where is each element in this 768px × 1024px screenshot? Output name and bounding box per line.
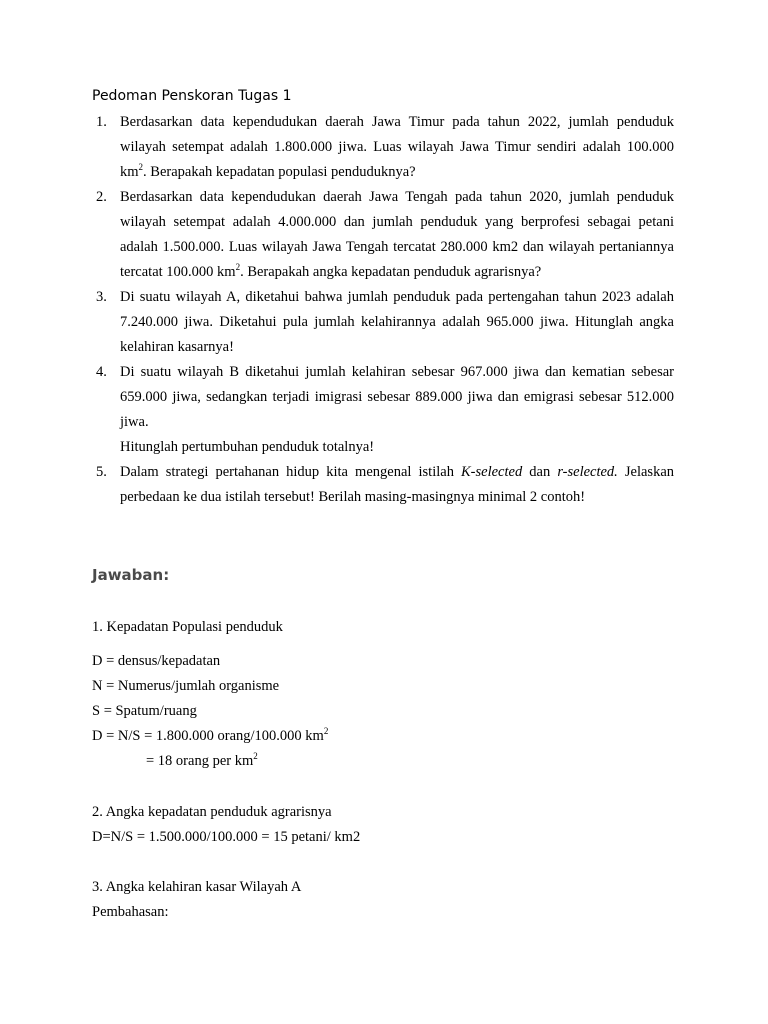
answer-2-formula: D=N/S = 1.500.000/100.000 = 15 petani/ km2 bbox=[92, 829, 361, 845]
question-number: 2. bbox=[96, 189, 107, 205]
question-number: 4. bbox=[96, 364, 107, 380]
question-item bbox=[92, 360, 674, 460]
question-instruction: Hitunglah pertumbuhan penduduk totalnya! bbox=[120, 439, 375, 455]
definition-s: S = Spatum/ruang bbox=[92, 703, 197, 719]
question-item bbox=[92, 285, 674, 360]
question-text: Di suatu wilayah A, diketahui bahwa jumlah penduduk pada pertengahan tahun 2023 adalah 7.240.000 jiwa. Diketahui pula jumlah kelahirannya adalah 965.000 jiwa. Hitunglah angka kelahiran kasarnya! bbox=[120, 289, 674, 355]
definition-n: N = Numerus/jumlah organisme bbox=[92, 678, 280, 694]
answer-3-discussion-label: Pembahasan: bbox=[92, 904, 169, 920]
question-text: Berdasarkan data kependudukan daerah Jawa Tengah pada tahun 2020, jumlah penduduk wilayah setempat adalah 4.000.000 dan jumlah penduduk yang berprofesi sebagai petani adalah 1.500.000. Luas wilayah Jawa Tengah tercatat 280.000 km2 dan wilayah pertaniannya tercatat 100.000 $km^2$. Berapakah angka kepadatan penduduk agrarisnya? bbox=[120, 189, 674, 280]
question-text: Dalam strategi pertahanan hidup kita mengenal istilah K-selected dan r-selected. Jelaskan perbedaan ke dua istilah tersebut! Berilah masing-masingnya minimal 2 contoh! bbox=[120, 464, 675, 505]
answer-1-result: = 18 orang per $km^2$ bbox=[146, 751, 258, 769]
question-item bbox=[92, 460, 674, 510]
definition-d: D = densus/kepadatan bbox=[92, 653, 221, 669]
answers-heading: Jawaban: bbox=[92, 566, 170, 584]
question-list bbox=[92, 110, 674, 510]
document-heading: Pedoman Penskoran Tugas 1 bbox=[92, 88, 292, 104]
question-item bbox=[92, 185, 674, 285]
question-item bbox=[92, 110, 674, 185]
answer-2-title: 2. Angka kepadatan penduduk agrarisnya bbox=[92, 804, 332, 820]
question-number: 1. bbox=[96, 114, 107, 130]
answer-1-formula: D = N/S = 1.800.000 orang/100.000 $km^2$ bbox=[92, 726, 329, 744]
question-number: 5. bbox=[96, 464, 107, 480]
answer-1-title: 1. Kepadatan Populasi penduduk bbox=[92, 619, 283, 635]
question-text: Di suatu wilayah B diketahui jumlah kelahiran sebesar 967.000 jiwa dan kematian sebesar 659.000 jiwa, sedangkan terjadi imigrasi sebesar 889.000 jiwa dan emigrasi sebesar 512.000 jiwa. bbox=[120, 364, 674, 430]
question-number: 3. bbox=[96, 289, 107, 305]
answer-3-title: 3. Angka kelahiran kasar Wilayah A bbox=[92, 879, 302, 895]
question-text: Berdasarkan data kependudukan daerah Jawa Timur pada tahun 2022, jumlah penduduk wilayah setempat adalah 1.800.000 jiwa. Luas wilayah Jawa Timur sendiri adalah 100.000 $km^2$. Berapakah kepadatan populasi penduduknya? bbox=[120, 114, 674, 180]
